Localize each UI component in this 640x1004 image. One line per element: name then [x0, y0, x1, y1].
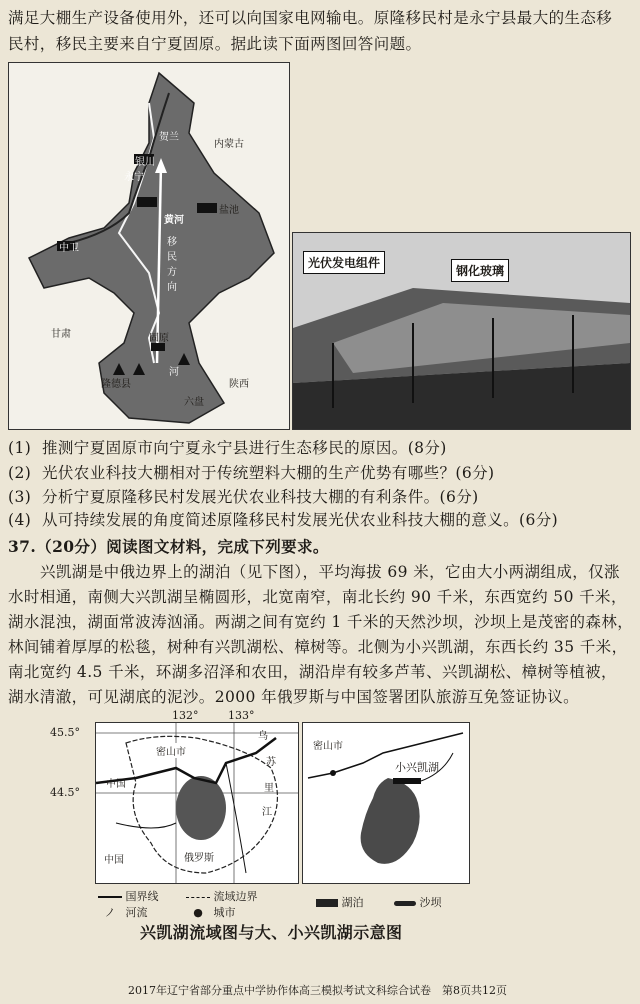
- label-guyuan: 固原: [149, 333, 169, 344]
- question-2-text: 光伏农业科技大棚相对于传统塑料大棚的生产优势有哪些？(6分): [42, 464, 495, 482]
- legend-basin-label: 流域边界: [213, 890, 258, 903]
- question-3-num: (3): [8, 488, 32, 506]
- q37-para-1: 兴凯湖是中俄边界上的湖泊（见下图），平均海拔 69 米，它由大小两湖组成，仅涨: [40, 563, 620, 581]
- label-yongning: 永宁: [124, 172, 144, 183]
- xingkai-lake-schematic: [302, 722, 470, 884]
- question-1-text: 推测宁夏固原市向宁夏永宁县进行生态移民的原因。(8分): [42, 439, 447, 457]
- intro-line-1: 满足大棚生产设备使用外，还可以向国家电网输电。原隆移民村是永宁县最大的生态移: [8, 9, 613, 27]
- lon-133: 133°: [228, 709, 255, 722]
- q37-header: 37.（20分）阅读图文材料，完成下列要求。: [8, 537, 329, 556]
- legend-sandbar-label: 沙坝: [419, 896, 442, 909]
- ningxia-map: [8, 62, 290, 430]
- label-zhongwei: 中卫: [59, 243, 79, 254]
- legend-lake: [316, 894, 364, 910]
- label-gansu: 甘肃: [51, 329, 71, 340]
- schematic-mishan: 密山市: [313, 741, 343, 752]
- legend-border: [98, 888, 159, 904]
- legend-border-label: 国界线: [125, 890, 159, 903]
- label-shaanxi: 陕西: [229, 379, 249, 390]
- pv-module-label: 光伏发电组件: [303, 251, 385, 274]
- basin-jiang: 江: [262, 807, 272, 818]
- q37-para-2: 水时相通，南侧大兴凯湖呈椭圆形，北宽南窄，南北长约 90 千米，东西宽约 50 千米，: [8, 588, 627, 606]
- legend-basin: [186, 888, 258, 904]
- label-river: 河: [169, 367, 179, 378]
- question-3-text: 分析宁夏原隆移民村发展光伏农业科技大棚的有利条件。(6分): [42, 488, 479, 506]
- figure-caption: 兴凯湖流域图与大、小兴凯湖示意图: [140, 923, 403, 942]
- q37-para-6: 湖水清澈，可见湖底的泥沙。2000 年俄罗斯与中国签署团队旅游互免签证协议。: [8, 688, 580, 706]
- lat-44-5: 44.5°: [50, 786, 80, 799]
- legend-river: ノ 河流: [104, 906, 148, 919]
- page-footer: 2017年辽宁省部分重点中学协作体高三模拟考试文科综合试卷 第8页共12页: [128, 984, 507, 997]
- question-1: [8, 436, 447, 458]
- label-migration: 移民方向: [167, 237, 177, 293]
- lon-132: 132°: [172, 709, 199, 722]
- basin-china-left: 中国: [106, 779, 126, 790]
- greenhouse-photo: [292, 232, 631, 430]
- tempered-glass-label: 钢化玻璃: [451, 259, 509, 282]
- question-4-text: 从可持续发展的角度简述原隆移民村发展光伏农业科技大棚的意义。(6分): [42, 511, 559, 529]
- basin-su: 苏: [266, 757, 276, 768]
- label-yellow-river: 黄河: [164, 215, 184, 226]
- basin-wu: 乌: [258, 731, 268, 742]
- label-liupan: 六盘: [184, 397, 204, 408]
- basin-russia: 俄罗斯: [184, 853, 214, 864]
- xingkai-basin-map: [95, 722, 299, 884]
- lat-45-5: 45.5°: [50, 726, 80, 739]
- question-2: [8, 461, 494, 483]
- legend-city-label: 城市: [213, 906, 236, 919]
- label-longde: 隆德县: [101, 379, 131, 390]
- legend-city: ● 城市: [193, 906, 236, 919]
- question-1-num: (1): [8, 439, 32, 457]
- question-2-num: (2): [8, 464, 32, 482]
- label-helan: 贺兰: [159, 132, 179, 143]
- basin-li: 里: [264, 783, 274, 794]
- legend-river-label: 河流: [125, 906, 148, 919]
- basin-mishan: 密山市: [156, 743, 186, 758]
- label-inner-mongolia: 内蒙古: [214, 139, 244, 150]
- legend-sandbar: [394, 894, 442, 910]
- legend-lake-label: 湖泊: [341, 896, 364, 909]
- intro-line-2: 民村，移民主要来自宁夏固原。据此读下面两图回答问题。: [8, 35, 422, 53]
- question-4: [8, 508, 558, 530]
- q37-para-5: 南北宽约 4.5 千米，环湖多沼泽和农田，湖沿岸有较多芦苇、兴凯湖松、樟树等植被，: [8, 663, 617, 681]
- question-3: [8, 485, 479, 507]
- label-yanchi: 盐池: [219, 205, 239, 216]
- basin-china-bottom: 中国: [104, 855, 124, 866]
- q37-para-3: 湖水混浊，湖面常波涛汹涌。两湖之间有宽约 1 千米的天然沙坝，沙坝上是茂密的森林，: [8, 613, 634, 631]
- q37-para-4: 林间铺着厚厚的松毯，树种有兴凯湖松、樟树等。北侧为小兴凯湖，东西长约 35 千米，: [8, 638, 628, 656]
- schematic-small-lake: 小兴凯湖: [395, 761, 439, 774]
- label-yinchuan: 银川: [135, 157, 155, 168]
- question-4-num: (4): [8, 511, 32, 529]
